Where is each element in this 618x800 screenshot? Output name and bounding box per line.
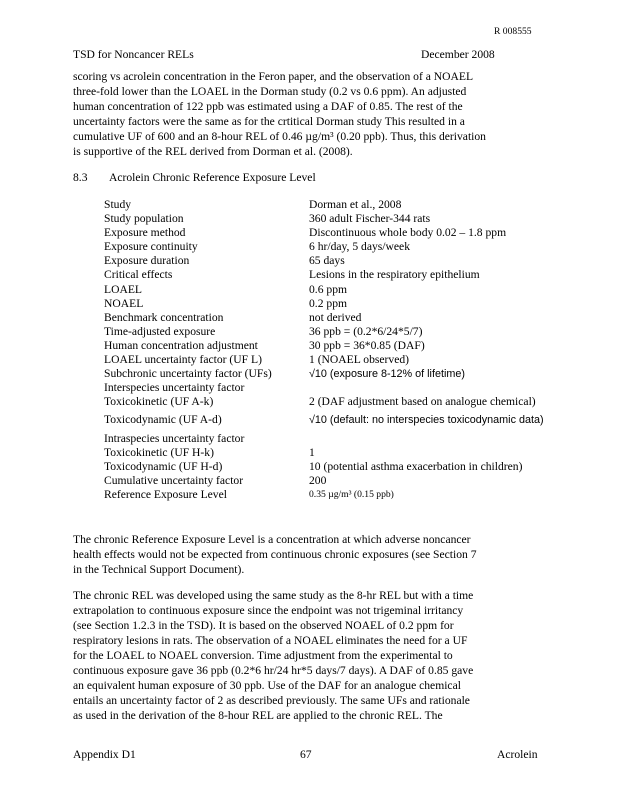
row-value: 6 hr/day, 5 days/week — [309, 240, 410, 254]
row-value: Discontinuous whole body 0.02 – 1.8 ppm — [309, 226, 507, 240]
row-label: NOAEL — [104, 296, 144, 310]
intro-line: human concentration of 122 ppb was estimated using a DAF of 0.85. The rest of the — [73, 100, 463, 113]
table-row — [104, 446, 544, 460]
paragraph-line: in the Technical Support Document). — [73, 563, 245, 576]
row-label: Subchronic uncertainty factor (UFs) — [104, 367, 272, 381]
definition-paragraph — [73, 532, 543, 577]
paragraph-line: for the LOAEL to NOAEL conversion. Time adjustment from the experimental to — [73, 649, 453, 662]
intro-paragraph — [73, 69, 543, 159]
section-number: 8.3 — [73, 171, 88, 184]
footer-right: Acrolein — [497, 748, 538, 761]
derivation-paragraph — [73, 588, 543, 723]
row-value: 360 adult Fischer-344 rats — [309, 212, 431, 226]
paragraph-line: an equivalent human exposure of 30 ppb. Use of the DAF for an analogue chemical — [73, 679, 461, 692]
table-row — [104, 339, 544, 353]
document-number: R 008555 — [494, 26, 532, 37]
table-row — [104, 381, 544, 395]
table-row — [104, 488, 544, 502]
row-value: Dorman et al., 2008 — [309, 198, 402, 211]
intro-line: cumulative UF of 600 and an 8-hour REL of 0.46 µg/m³ (0.20 ppb). Thus, this derivation — [73, 130, 486, 143]
header-right: December 2008 — [421, 48, 495, 61]
row-value: 65 days — [309, 254, 345, 268]
row-label: Exposure duration — [104, 254, 190, 268]
table-row — [104, 254, 544, 268]
row-value: 36 ppb = (0.2*6/24*5/7) — [309, 324, 423, 338]
table-row — [104, 268, 544, 282]
row-value: √10 (default: no interspecies toxicodynamic data) — [309, 414, 544, 427]
row-value: 200 — [309, 473, 327, 487]
rel-summary-table — [104, 198, 544, 502]
paragraph-line: The chronic Reference Exposure Level is a concentration at which adverse noncancer — [73, 533, 471, 546]
row-value: 0.2 ppm — [309, 296, 348, 310]
row-label: Toxicokinetic (UF A-k) — [104, 395, 214, 409]
table-row — [104, 428, 544, 446]
table-row — [104, 226, 544, 240]
paragraph-line: health effects would not be expected from continuous chronic exposures (see Section 7 — [73, 548, 477, 561]
row-label: Interspecies uncertainty factor — [104, 381, 245, 395]
paragraph-line: The chronic REL was developed using the same study as the 8-hr REL but with a time — [73, 589, 474, 602]
table-row — [104, 297, 544, 311]
row-label: Toxicokinetic (UF H-k) — [104, 445, 214, 459]
row-label: Reference Exposure Level — [104, 487, 227, 501]
row-value — [309, 428, 544, 446]
row-value: 1 (NOAEL observed) — [309, 353, 410, 367]
intro-line: is supportive of the REL derived from Dorman et al. (2008). — [73, 145, 353, 158]
row-label: Intraspecies uncertainty factor — [104, 431, 245, 445]
paragraph-line: respiratory lesions in rats. The observation of a NOAEL eliminates the need for a UF — [73, 634, 468, 647]
row-value — [309, 381, 544, 395]
row-value: Lesions in the respiratory epithelium — [309, 268, 480, 282]
row-label: Cumulative uncertainty factor — [104, 473, 244, 487]
section-title: Acrolein Chronic Reference Exposure Level — [109, 171, 316, 184]
intro-line: scoring vs acrolein concentration in the Feron paper, and the observation of a NOAEL — [73, 70, 474, 83]
table-row — [104, 325, 544, 339]
table-row — [104, 283, 544, 297]
row-label: Exposure method — [104, 226, 186, 240]
table-row — [104, 311, 544, 325]
table-row — [104, 198, 544, 212]
row-label: Time-adjusted exposure — [104, 324, 216, 338]
row-label: Benchmark concentration — [104, 310, 224, 324]
row-label: Toxicodynamic (UF H-d) — [104, 459, 223, 473]
table-row — [104, 409, 544, 427]
row-value: not derived — [309, 310, 362, 324]
intro-line: uncertainty factors were the same as for the crtitical Dorman study This resulted in a — [73, 115, 465, 128]
footer-left: Appendix D1 — [73, 748, 136, 761]
table-row — [104, 212, 544, 226]
table-row — [104, 240, 544, 254]
table-row — [104, 367, 544, 381]
row-value: 1 — [309, 445, 315, 459]
table-row — [104, 460, 544, 474]
row-label: Exposure continuity — [104, 240, 198, 254]
row-value: √10 (exposure 8-12% of lifetime) — [309, 368, 465, 381]
paragraph-line: as used in the derivation of the 8-hour REL are applied to the chronic REL. The — [73, 709, 443, 722]
intro-line: three-fold lower than the LOAEL in the Dorman study (0.2 vs 0.6 ppm). An adjusted — [73, 85, 467, 98]
row-value: 2 (DAF adjustment based on analogue chemical) — [309, 395, 536, 409]
row-value: 30 ppb = 36*0.85 (DAF) — [309, 338, 425, 352]
row-value: 0.35 µg/m³ (0.15 ppb) — [309, 488, 394, 500]
row-label: Study population — [104, 212, 184, 226]
row-label: Toxicodynamic (UF A-d) — [104, 413, 222, 427]
paragraph-line: entails an uncertainty factor of 2 as described previously. The same UFs and rationale — [73, 694, 470, 707]
row-label: Study — [104, 198, 132, 211]
page-number: 67 — [300, 748, 312, 761]
row-label: LOAEL uncertainty factor (UF L) — [104, 353, 262, 367]
row-label: Critical effects — [104, 268, 173, 282]
paragraph-line: continuous exposure gave 36 ppb (0.2*6 hr/24 hr*5 days/7 days). A DAF of 0.85 gave — [73, 664, 474, 677]
paragraph-line: extrapolation to continuous exposure since the endpoint was not trigeminal irritancy — [73, 604, 464, 617]
row-value: 10 (potential asthma exacerbation in children) — [309, 459, 523, 473]
header-left: TSD for Noncancer RELs — [73, 48, 194, 61]
row-label: Human concentration adjustment — [104, 338, 258, 352]
table-row — [104, 474, 544, 488]
table-row — [104, 395, 544, 409]
row-label: LOAEL — [104, 282, 142, 296]
paragraph-line: (see Section 1.2.3 in the TSD). It is based on the observed NOAEL of 0.2 ppm for — [73, 619, 454, 632]
row-value: 0.6 ppm — [309, 282, 348, 296]
table-row — [104, 353, 544, 367]
